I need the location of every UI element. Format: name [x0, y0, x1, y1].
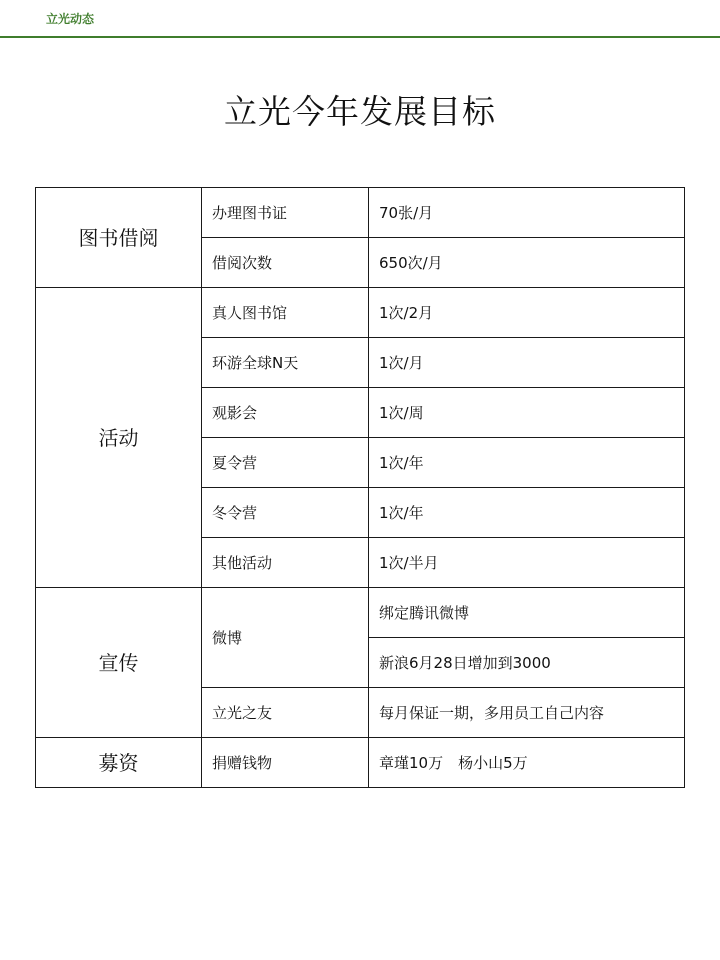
item-cell: 真人图书馆 — [202, 288, 369, 338]
value-cell: 每月保证一期，多用员工自己内容 — [369, 688, 685, 738]
goals-table — [35, 187, 685, 788]
page-title: 立光今年发展目标 — [224, 92, 496, 131]
item-cell: 捐赠钱物 — [202, 738, 369, 788]
item-cell: 其他活动 — [202, 538, 369, 588]
table-row — [36, 588, 685, 638]
item-cell: 夏令营 — [202, 438, 369, 488]
value-cell: 绑定腾讯微博 — [369, 588, 685, 638]
item-cell: 微博 — [202, 588, 369, 688]
category-cell-activities: 活动 — [36, 288, 202, 588]
item-cell: 冬令营 — [202, 488, 369, 538]
item-cell: 立光之友 — [202, 688, 369, 738]
value-cell: 新浪6月28日增加到3000 — [369, 638, 685, 688]
value-cell: 章瑾10万 杨小山5万 — [369, 738, 685, 788]
value-cell: 1次/年 — [369, 488, 685, 538]
value-cell: 1次/月 — [369, 338, 685, 388]
header-divider — [0, 36, 720, 38]
value-cell: 1次/2月 — [369, 288, 685, 338]
item-cell: 环游全球N天 — [202, 338, 369, 388]
category-cell-library-lending: 图书借阅 — [36, 188, 202, 288]
item-cell: 借阅次数 — [202, 238, 369, 288]
item-cell: 办理图书证 — [202, 188, 369, 238]
table-row — [36, 188, 685, 238]
value-cell: 1次/年 — [369, 438, 685, 488]
value-cell: 1次/半月 — [369, 538, 685, 588]
value-cell: 1次/周 — [369, 388, 685, 438]
category-cell-publicity: 宣传 — [36, 588, 202, 738]
category-cell-fundraising: 募资 — [36, 738, 202, 788]
section-header-label: 立光动态 — [46, 12, 95, 26]
value-cell: 70张/月 — [369, 188, 685, 238]
value-cell: 650次/月 — [369, 238, 685, 288]
table-row — [36, 288, 685, 338]
table-row — [36, 738, 685, 788]
item-cell: 观影会 — [202, 388, 369, 438]
